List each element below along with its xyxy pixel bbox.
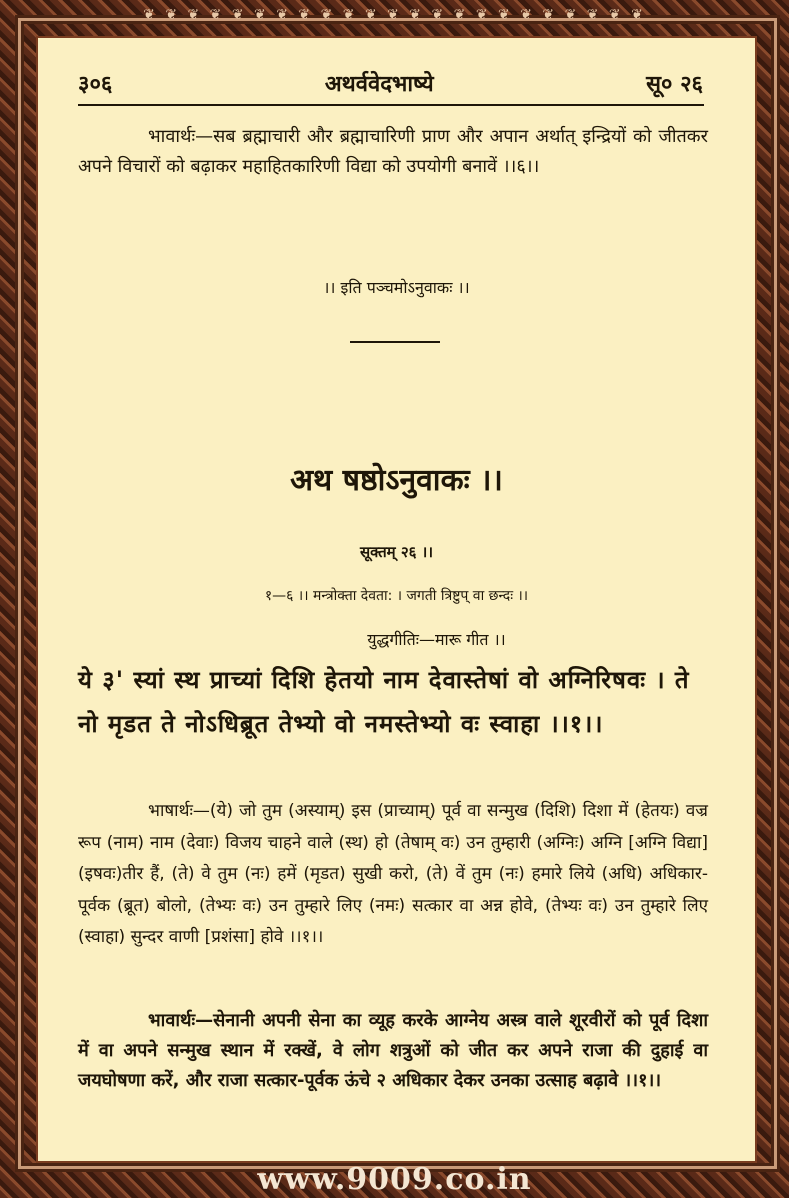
devata-line: १—६ ।। मन्त्रोक्ता देवता: । जगती त्रिष्टुप् वा छन्दः ।। (264, 588, 529, 604)
section-number: सू० २६ (646, 72, 703, 97)
scanned-page (36, 36, 757, 1163)
bhavarth-paragraph: भावार्थः—सेनानी अपनी सेना का व्यूह करके आग्नेय अस्त्र वाले शूरवीरों को पूर्व दिशा में वा अपने सन्मुख स्थान में रक्खें, वे लोग शत्रुओं को जीत कर अपने राजा की दुहाई वा जयघोषणा करें, और राजा सत्कार-पूर्वक ऊंचे २ अधिकार देकर उनका उत्साह बढ़ावे ।।१।। (78, 1010, 708, 1091)
bhashartha-paragraph: भाषार्थः—(ये) जो तुम (अस्याम्) इस (प्राच्याम्) पूर्व वा सन्मुख (दिशि) दिशा में (हेतयः) वज्र रूप (नाम) नाम (देवाः) विजय चाहने वाले (स्थ) हो (तेषाम् वः) उन तुम्हारी (अग्निः) अग्नि [अग्नि विद्या] (इषवः)तीर हैं, (ते) वे तुम (नः) हमें (मृडत) सुखी करो, (ते) वें तुम (नः) हमारे लिये (अधि) अधिकार-पूर्वक (ब्रूत) बोलो, (तेभ्यः वः) उन तुम्हारे लिए (नमः) सत्कार वा अन्न होवे, (तेभ्यः वः) उन तुम्हारे लिए (स्वाहा) सुन्दर वाणी [प्रशंसा] होवे ।।१।। (78, 801, 708, 947)
page-number: ३०६ (78, 72, 113, 97)
sukta-title: सूक्तम् २६ ।। (359, 543, 434, 561)
top-bhavarth: भावार्थः—सब ब्रह्माचारी और ब्रह्माचारिणी प्राण और अपान अर्थात् इन्द्रियों को जीतकर अपने विचारों को बढ़ाकर महाहितकारिणी विद्या को उपयोगी बनावें ।।६।। (78, 126, 708, 177)
end-anuvak-line: ।। इति पञ्चमोऽनुवाकः ।। (323, 278, 470, 297)
section-divider (350, 341, 440, 343)
website-url: www.9009.co.in (257, 1162, 532, 1197)
page-header (78, 68, 703, 98)
book-title: अथर्ववेदभाष्ये (324, 72, 434, 97)
header-rule (78, 104, 704, 106)
anuvak-heading: अथ षष्ठोऽनुवाकः ।। (290, 463, 503, 498)
geeti-line: युद्धगीतिः—मारू गीत ।। (367, 630, 506, 649)
top-ornament: ❦ ❦ ❦ ❦ ❦ ❦ ❦ ❦ ❦ ❦ ❦ ❦ ❦ ❦ ❦ ❦ ❦ ❦ ❦ ❦ ❦ ❦ ❦ (143, 7, 646, 23)
mantra-verse: ये ३' स्यां स्थ प्राच्यां दिशि हेतयो नाम देवास्तेषां वो अग्निरिषवः । ते नो मृडत ते नोऽधिब्रूत तेभ्यो वो नमस्तेभ्यो वः स्वाहा ।।१।। (78, 666, 690, 738)
